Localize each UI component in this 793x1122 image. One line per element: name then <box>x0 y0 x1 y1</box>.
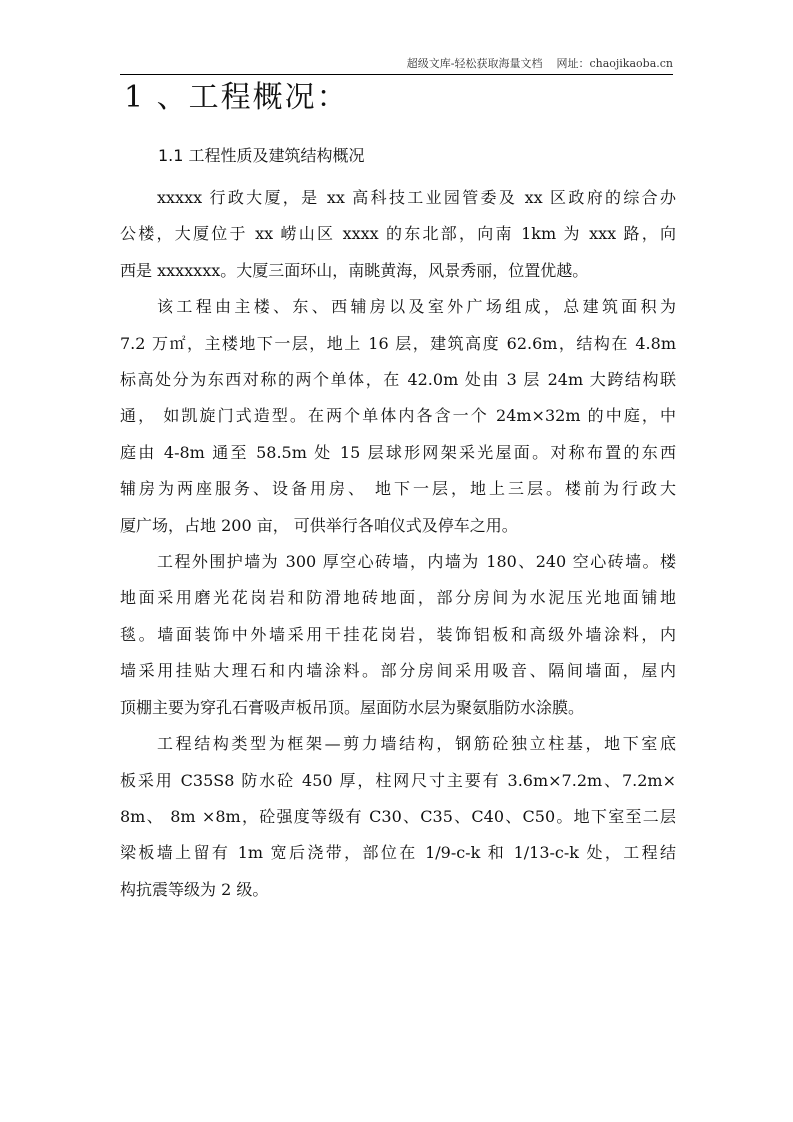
text-line: 该工程由主楼、东、西辅房以及室外广场组成，总建筑面积为 <box>157 297 676 317</box>
paragraph-location <box>120 180 676 289</box>
header-url: 网址：chaojikaoba.cn <box>556 57 673 70</box>
text-line: 通， 如凯旋门式造型。在两个单体内各含一个 24m×32m 的中庭，中 <box>120 406 676 426</box>
paragraph-finishes <box>120 544 676 726</box>
text-line: 厦广场，占地 200 亩， 可供举行各咱仪式及停车之用。 <box>120 515 518 535</box>
text-line: 工程结构类型为框架—剪力墙结构，钢筋砼独立柱基，地下室底 <box>157 734 676 754</box>
section-subtitle: 1.1 工程性质及建筑结构概况 <box>158 146 365 165</box>
text-line: xxxxx 行政大厦，是 xx 高科技工业园管委及 xx 区政府的综合办 <box>157 188 676 207</box>
header-site-name: 超级文库-轻松获取海量文档 <box>406 57 543 70</box>
text-line: 地面采用磨光花岗岩和防滑地砖地面，部分房间为水泥压光地面铺地 <box>120 588 676 608</box>
text-line: 毯。墙面装饰中外墙采用干挂花岗岩，装饰铝板和高级外墙涂料，内 <box>120 624 676 644</box>
text-line: 标高处分为东西对称的两个单体，在 42.0m 处由 3 层 24m 大跨结构联 <box>120 370 676 390</box>
text-line: 板采用 C35S8 防水砼 450 厚，柱网尺寸主要有 3.6m×7.2m、7.2m× <box>120 770 676 790</box>
text-line: 墙采用挂贴大理石和内墙涂料。部分房间采用吸音、隔间墙面，屋内 <box>120 661 676 681</box>
section-title: 1 、工程概况： <box>124 80 349 115</box>
text-line: 工程外围护墙为 300 厚空心砖墙，内墙为 180、240 空心砖墙。楼 <box>157 552 676 572</box>
text-line: 辅房为两座服务、设备用房、 地下一层，地上三层。楼前为行政大 <box>120 479 676 499</box>
document-body <box>120 180 676 908</box>
text-line: 西是 xxxxxxx。大厦三面环山，南眺黄海，风景秀丽，位置优越。 <box>120 260 589 280</box>
page-header <box>120 56 673 75</box>
text-line: 7.2 万㎡，主楼地下一层，地上 16 层，建筑高度 62.6m，结构在 4.8m <box>120 333 676 353</box>
text-line: 8m、 8m ×8m，砼强度等级有 C30、C35、C40、C50。地下室至二层 <box>120 806 676 826</box>
text-line: 构抗震等级为 2 级。 <box>120 879 269 899</box>
text-line: 梁板墙上留有 1m 宽后浇带，部位在 1/9-c-k 和 1/13-c-k 处，工程结 <box>120 843 676 863</box>
text-line: 公楼，大厦位于 xx 崂山区 xxxx 的东北部，向南 1km 为 xxx 路，向 <box>120 224 676 244</box>
paragraph-structure <box>120 726 676 908</box>
text-line: 庭由 4-8m 通至 58.5m 处 15 层球形网架采光屋面。对称布置的东西 <box>120 442 676 462</box>
paragraph-composition <box>120 289 676 544</box>
text-line: 顶棚主要为穿孔石膏吸声板吊顶。屋面防水层为聚氨脂防水涂膜。 <box>120 697 585 717</box>
